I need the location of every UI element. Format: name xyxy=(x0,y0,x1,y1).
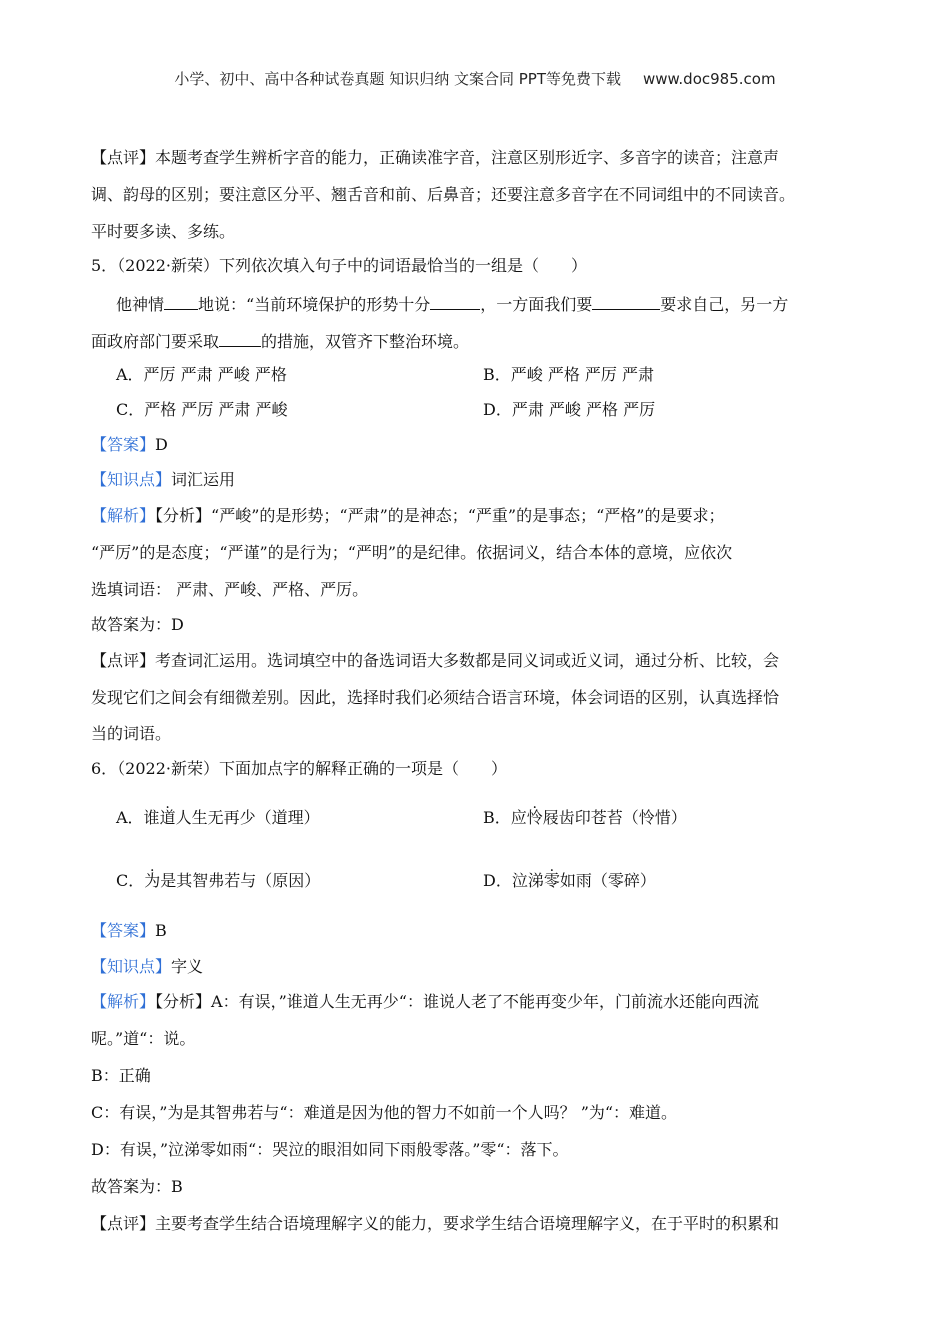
q6-final-answer: 故答案为：B xyxy=(91,1177,183,1196)
dotted-char: 道 xyxy=(159,808,176,827)
dotted-char: 为 xyxy=(144,871,161,890)
q5-stem: 5．（2022·新荣）下列依次填入句子中的词语最恰当的一组是（ ） xyxy=(91,256,587,275)
top-comment-line1: 【点评】本题考查学生辨析字音的能力，正确读准字音，注意区别形近字、多音字的读音；注意声 xyxy=(91,148,780,167)
q6-analysis-b: B：正确 xyxy=(91,1066,151,1085)
q5-comment-line1: 【点评】考查词汇运用。选词填空中的备选词语大多数都是同义词或近义词，通过分析、比较，会 xyxy=(91,651,780,670)
q5-sentence-line2: 面政府部门要采取 的措施，双管齐下整治环境。 xyxy=(91,332,470,351)
q5-analysis-line1: 【解析】【分析】“严峻”的是形势；“严肃”的是神态；“严重”的是事态；“严格”的是要求； xyxy=(91,506,725,525)
q6-analysis-line1: 【解析】【分析】A：有误，”谁道人生无再少“：谁说人老了不能再变少年，门前流水还能向西流 xyxy=(91,992,759,1011)
dotted-char: 怜 xyxy=(526,808,543,827)
q5-comment-line2: 发现它们之间会有细微差别。因此，选择时我们必须结合语言环境，体会词语的区别，认真选择恰 xyxy=(91,688,780,707)
blank-1 xyxy=(164,293,198,310)
q5-option-d: D．严肃 严峻 严格 严厉 xyxy=(483,400,656,419)
q5-sentence-line1: 他神情 地说：“当前环境保护的形势十分 ，一方面我们要 要求自己，另一方 xyxy=(116,295,789,314)
q6-comment-line1: 【点评】主要考查学生结合语境理解字义的能力，要求学生结合语境理解字义，在于平时的积累和 xyxy=(91,1214,780,1233)
q5-analysis-line3: 选填词语： 严肃、严峻、严格、严厉。 xyxy=(91,580,369,599)
top-comment-line3: 平时要多读、多练。 xyxy=(91,222,236,241)
q6-option-c: C．为是其智弗若与（原因） xyxy=(116,871,321,890)
q5-analysis-line2: “严厉”的是态度；“严谨”的是行为；“严明”的是纪律。依据词义，结合本体的意境，应依次 xyxy=(91,543,733,562)
q6-analysis-d: D：有误，”泣涕零如雨“：哭泣的眼泪如同下雨般零落。”零“：落下。 xyxy=(91,1140,569,1159)
blank-4 xyxy=(219,330,261,347)
q6-option-a: A．谁道人生无再少（道理） xyxy=(116,808,320,827)
q6-analysis-line2: 呢。”道“：说。 xyxy=(91,1029,196,1048)
page-header xyxy=(0,68,950,89)
q6-answer: 【答案】B xyxy=(91,921,167,940)
q5-final-answer: 故答案为：D xyxy=(91,615,184,634)
q6-knowledge: 【知识点】字义 xyxy=(91,957,204,976)
blank-3 xyxy=(592,293,660,310)
blank-2 xyxy=(430,293,480,310)
header-site[interactable]: www.doc985.com xyxy=(642,70,776,88)
q6-analysis-c: C：有误，”为是其智弗若与“：难道是因为他的智力不如前一个人吗？ ”为“：难道。 xyxy=(91,1103,678,1122)
q5-option-a: A．严厉 严肃 严峻 严格 xyxy=(116,365,287,384)
header-text: 小学、初中、高中各种试卷真题 知识归纳 文案合同 PPT等免费下载 xyxy=(174,70,621,88)
q6-option-d: D．泣涕零如雨（零碎） xyxy=(483,871,656,890)
q5-knowledge: 【知识点】词汇运用 xyxy=(91,470,236,489)
q5-option-b: B．严峻 严格 严厉 严肃 xyxy=(483,365,655,384)
q6-option-b: B．应怜屐齿印苍苔（怜惜） xyxy=(483,808,687,827)
dotted-char: 零 xyxy=(543,871,560,890)
top-comment-line2: 调、韵母的区别；要注意区分平、翘舌音和前、后鼻音；还要注意多音字在不同词组中的不同读音。 xyxy=(91,185,796,204)
q5-answer: 【答案】D xyxy=(91,435,168,454)
q5-option-c: C．严格 严厉 严肃 严峻 xyxy=(116,400,288,419)
q6-stem: 6．（2022·新荣）下面加点字的解释正确的一项是（ ） xyxy=(91,759,507,778)
q5-comment-line3: 当的词语。 xyxy=(91,724,172,743)
